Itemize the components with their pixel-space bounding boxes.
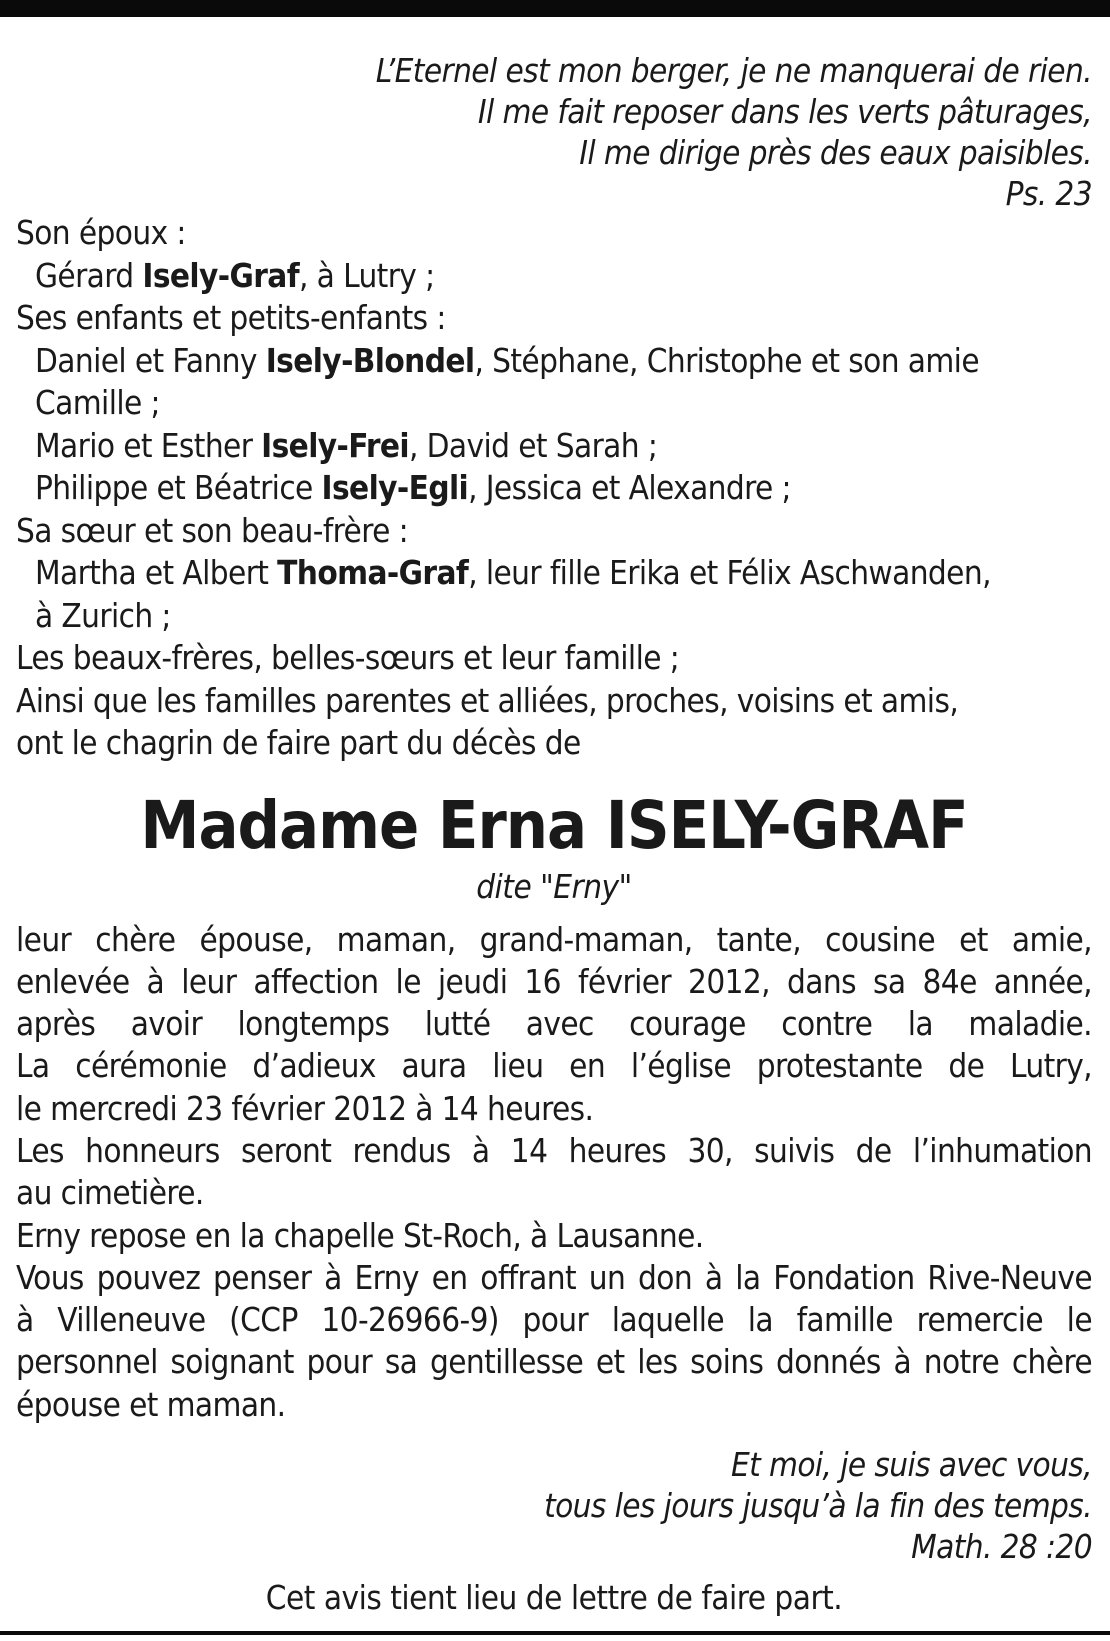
family-list: [16, 212, 1092, 765]
verse-line: Il me fait reposer dans les verts pâturages,: [477, 92, 1092, 131]
sister-heading: Sa sœur et son beau-frère :: [16, 510, 408, 550]
body-paragraph: [16, 919, 1092, 1130]
verse-line: Et moi, je suis avec vous,: [731, 1445, 1092, 1485]
body-line: le mercredi 23 février 2012 à 14 heures.: [16, 1088, 594, 1128]
inlaws-line: Les beaux-frères, belles-sœurs et leur famille ;: [16, 638, 680, 677]
spouse-heading: Son époux :: [16, 213, 186, 252]
deceased-nickname: dite "Erny": [476, 866, 632, 906]
body-line: à Villeneuve (CCP 10-26966-9) pour laquelle la famille remercie le: [16, 1300, 1092, 1340]
top-border-rule: [0, 0, 1110, 17]
body-line: personnel soignant pour sa gentillesse et les soins donnés à notre chère: [16, 1342, 1092, 1382]
family-surname: Thoma-Graf: [277, 553, 469, 592]
body-line: La cérémonie d’adieux aura lieu en l’église protestante de Lutry,: [16, 1046, 1092, 1086]
verse-reference: Ps. 23: [1005, 174, 1092, 213]
body-line: après avoir longtemps lutté avec courage contre la maladie.: [16, 1004, 1092, 1044]
family-surname: Isely-Graf: [142, 255, 300, 295]
verse-line: tous les jours jusqu’à la fin des temps.: [544, 1486, 1092, 1526]
footer-note: Cet avis tient lieu de lettre de faire part.: [265, 1578, 843, 1618]
family-surname: Isely-Blondel: [265, 340, 475, 380]
family-surname: Isely-Frei: [261, 425, 409, 465]
child-entry: Daniel et Fanny Isely-Blondel, Stéphane, Christophe et son amie: [35, 340, 979, 380]
verse-reference: Math. 28 :20: [911, 1527, 1092, 1567]
children-heading: Ses enfants et petits-enfants :: [16, 298, 446, 337]
announcement-line: ont le chagrin de faire part du décès de: [16, 723, 581, 762]
sister-entry-continued: à Zurich ;: [35, 595, 171, 635]
body-line: leur chère épouse, maman, grand-maman, tante, cousine et amie,: [16, 919, 1092, 959]
verse-line: Il me dirige près des eaux paisibles.: [579, 133, 1092, 172]
body-paragraph: Erny repose en la chapelle St-Roch, à Lausanne.: [16, 1215, 704, 1255]
body-line: au cimetière.: [16, 1173, 204, 1213]
body-paragraph: [16, 1130, 1092, 1215]
child-entry: Philippe et Béatrice Isely-Egli, Jessica et Alexandre ;: [35, 468, 791, 507]
opening-verse: [16, 50, 1092, 214]
verse-line: L’Eternel est mon berger, je ne manquerai de rien.: [375, 51, 1092, 90]
body-line: Les honneurs seront rendus à 14 heures 30, suivis de l’inhumation: [16, 1130, 1092, 1170]
sister-entry: Martha et Albert Thoma-Graf, leur fille Erika et Félix Aschwanden,: [35, 553, 991, 592]
spouse-entry: Gérard Isely-Graf, à Lutry ;: [35, 255, 435, 295]
body-line: enlevée à leur affection le jeudi 16 février 2012, dans sa 84e année,: [16, 961, 1092, 1001]
bottom-border-rule: [0, 1631, 1110, 1635]
obituary-body: [16, 919, 1092, 1427]
family-surname: Isely-Egli: [321, 468, 469, 507]
child-entry-continued: Camille ;: [35, 383, 160, 422]
body-line: épouse et maman.: [16, 1384, 286, 1424]
closing-verse: [16, 1444, 1092, 1567]
body-line: Vous pouvez penser à Erny en offrant un don à la Fondation Rive-Neuve: [16, 1257, 1092, 1297]
obituary-content: [16, 50, 1092, 1619]
others-line: Ainsi que les familles parentes et alliées, proches, voisins et amis,: [16, 680, 959, 720]
body-paragraph: [16, 1257, 1092, 1426]
child-entry: Mario et Esther Isely-Frei, David et Sarah ;: [35, 425, 658, 465]
deceased-name: Madame Erna ISELY-GRAF: [140, 786, 968, 864]
